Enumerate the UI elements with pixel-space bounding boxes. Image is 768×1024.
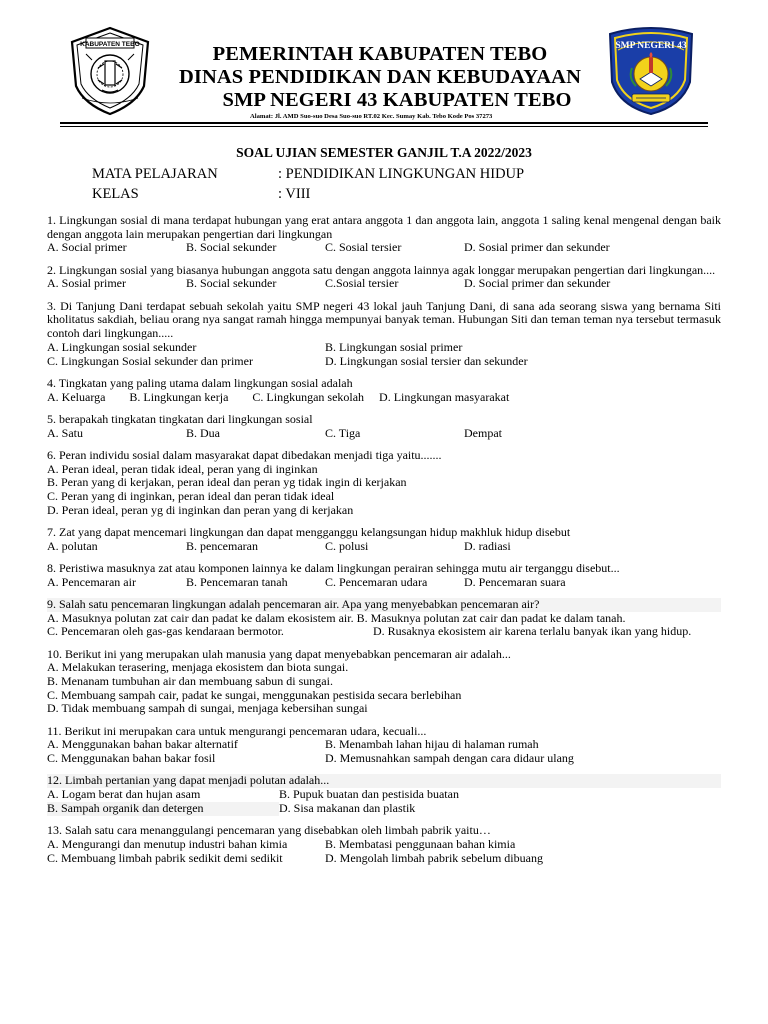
- option-c: C. Tiga: [325, 425, 361, 440]
- option-c: C. Pencemaran oleh gas-gas kendaraan bermotor.: [47, 624, 284, 639]
- option-a: A. Lingkungan sosial sekunder: [47, 339, 197, 354]
- option-b: B. Peran yang di kerjakan, peran ideal dan peran yg tidak ingin di kerjakan: [47, 475, 407, 490]
- question-9: [47, 598, 721, 639]
- option-a: A. Peran ideal, peran tidak ideal, peran yang di inginkan: [47, 461, 318, 476]
- option-c: C. Peran yang di inginkan, peran ideal dan peran tidak ideal: [47, 488, 335, 503]
- smp-negeri-43-logo: [606, 24, 696, 116]
- option-d: D. Pencemaran suara: [464, 574, 566, 589]
- answer-options: [47, 241, 721, 255]
- kabupaten-tebo-logo: [64, 24, 156, 116]
- answer-options: [47, 427, 721, 441]
- svg-text:SMP NEGERI 43: SMP NEGERI 43: [615, 41, 687, 51]
- question-stem: 10. Berikut ini yang merupakan ulah manusia yang dapat menyebabkan pencemaran air adalah...: [47, 646, 511, 661]
- answer-options: [47, 788, 721, 815]
- option-d: D. Rusaknya ekosistem air karena terlalu banyak ikan yang hidup.: [373, 624, 692, 639]
- question-11: [47, 725, 721, 766]
- option-c: C. Lingkungan Sosial sekunder dan primer: [47, 353, 253, 368]
- question-4: [47, 377, 721, 404]
- option-d: D. Memusnahkan sampah dengan cara didaur ulang: [325, 751, 574, 766]
- option-b: B. Membatasi penggunaan bahan kimia: [325, 836, 516, 851]
- answer-options: [47, 738, 721, 765]
- answer-options: [47, 576, 721, 590]
- options-a-b: A. Masuknya polutan zat cair dan padat ke dalam ekosistem air. B. Masuknya polutan zat cair dan padat ke dalam tanah.: [47, 610, 626, 625]
- option-b: B. Dua: [186, 425, 220, 440]
- question-list: [47, 214, 721, 874]
- option-b: B. Menanam tumbuhan air dan membuang sabun di sungai.: [47, 674, 333, 689]
- option-c: C. Membuang sampah cair, padat ke sungai, menggunakan pestisida secara berlebihan: [47, 687, 462, 702]
- letterhead-rule-thin: [60, 126, 708, 127]
- option-c: C. Membuang limbah pabrik sedikit demi sedikit: [47, 850, 283, 865]
- subject-row: [92, 166, 524, 183]
- question-stem: 11. Berikut ini merupakan cara untuk mengurangi pencemaran udara, kecuali...: [47, 723, 427, 738]
- option-d: D. Sisa makanan dan plastik: [279, 800, 416, 815]
- option-b: B. Pupuk buatan dan pestisida buatan: [279, 787, 459, 802]
- question-1: [47, 214, 721, 255]
- question-stem: 4. Tingkatan yang paling utama dalam lingkungan sosial adalah: [47, 375, 353, 390]
- option-c: C. polusi: [325, 538, 369, 553]
- option-b: B. Menambah lahan hijau di halaman rumah: [325, 737, 539, 752]
- letterhead-school-name: SMP NEGERI 43 KABUPATEN TEBO: [222, 89, 572, 111]
- option-c: C.Sosial tersier: [325, 276, 399, 291]
- letterhead: [160, 43, 600, 121]
- option-c: C. Menggunakan bahan bakar fosil: [47, 751, 216, 766]
- option-c: B. Sampah organik dan detergen: [47, 802, 279, 816]
- option-b: B. Social sekunder: [186, 240, 277, 255]
- question-stem: 1. Lingkungan sosial di mana terdapat hubungan yang erat antara anggota 1 dan anggota lain, anggota 1 saling kenal mengenal dengan baik dengan anggota lain merupakan pengertian dari lingkungan: [47, 213, 721, 241]
- option-a: A. Pencemaran air: [47, 574, 136, 589]
- class-row: [92, 186, 310, 203]
- question-3: [47, 300, 721, 369]
- question-stem: 5. berapakah tingkatan tingkatan dari lingkungan sosial: [47, 411, 313, 426]
- option-a: A. Logam berat dan hujan asam: [47, 787, 201, 802]
- letterhead-department-name: DINAS PENDIDIKAN DAN KEBUDAYAAN: [179, 66, 581, 88]
- question-stem: 3. Di Tanjung Dani terdapat sebuah sekolah yaitu SMP negeri 43 lokal jauh Tanjung Dani, di sana ada seorang siswa yang bernama Siti kholitatus sakdiah, beliau orang nya sangat ramah hingga mempunyai banyak teman. Hubungan Siti dan teman teman nya tersebut termasuk contoh dari lingkungan.....: [47, 298, 721, 341]
- question-6: [47, 449, 721, 518]
- option-a: A. Sosial primer: [47, 276, 126, 291]
- class-value: : VIII: [278, 186, 311, 202]
- question-stem: 7. Zat yang dapat mencemari lingkungan dan dapat mengganggu kelangsungan hidup makhluk hidup disebut: [47, 524, 571, 539]
- option-b: B. pencemaran: [186, 538, 258, 553]
- question-stem: 9. Salah satu pencemaran lingkungan adalah pencemaran air. Apa yang menyebabkan pencemaran air?: [47, 598, 721, 612]
- answer-options: [47, 838, 721, 865]
- question-stem: 12. Limbah pertanian yang dapat menjadi polutan adalah...: [47, 774, 721, 788]
- option-d: D. Tidak membuang sampah di sungai, menjaga kebersihan sungai: [47, 701, 368, 716]
- subject-value: : PENDIDIKAN LINGKUNGAN HIDUP: [278, 166, 525, 182]
- answer-options: [47, 540, 721, 554]
- question-stem: 8. Peristiwa masuknya zat atau komponen lainnya ke dalam lingkungan perairan sehingga mutu air terganggu disebut...: [47, 560, 620, 575]
- option-b: B. Pencemaran tanah: [186, 574, 288, 589]
- letterhead-address: Alamat: Jl. AMD Suo-suo Desa Suo-suo RT.02 Kec. Sumay Kab. Tebo Kode Pos 37273: [250, 113, 493, 120]
- answer-options: [47, 277, 721, 291]
- option-d: D. Mengolah limbah pabrik sebelum dibuang: [325, 850, 543, 865]
- question-7: [47, 526, 721, 553]
- question-13: [47, 824, 721, 865]
- subject-label: MATA PELAJARAN: [92, 166, 218, 182]
- letterhead-rule-thick: [60, 122, 708, 124]
- option-b: B. Social sekunder: [186, 276, 277, 291]
- option-a: A. Mengurangi dan menutup industri bahan kimia: [47, 836, 288, 851]
- letterhead-government-name: PEMERINTAH KABUPATEN TEBO: [212, 43, 548, 65]
- option-d: D. radiasi: [464, 538, 511, 553]
- question-8: [47, 562, 721, 589]
- class-label: KELAS: [92, 186, 139, 202]
- option-d: D. Peran ideal, peran yg di inginkan dan peran yang di kerjakan: [47, 502, 354, 517]
- question-10: [47, 648, 721, 717]
- answer-options: A. Keluarga B. Lingkungan kerja C. Lingkungan sekolah D. Lingkungan masyarakat: [47, 389, 510, 404]
- question-stem: 6. Peran individu sosial dalam masyarakat dapat dibedakan menjadi tiga yaitu.......: [47, 447, 442, 462]
- option-a: A. Menggunakan bahan bakar alternatif: [47, 737, 238, 752]
- exam-title: SOAL UJIAN SEMESTER GANJIL T.A 2022/2023: [236, 145, 532, 160]
- option-d: D. Lingkungan sosial tersier dan sekunder: [325, 353, 528, 368]
- svg-text:KABUPATEN TEBO: KABUPATEN TEBO: [80, 41, 140, 48]
- option-c: C. Sosial tersier: [325, 240, 402, 255]
- question-stem: 13. Salah satu cara menanggulangi pencemaran yang disebabkan oleh limbah pabrik yaitu…: [47, 823, 491, 838]
- option-a: A. Social primer: [47, 240, 127, 255]
- option-a: A. polutan: [47, 538, 98, 553]
- question-12: [47, 774, 721, 815]
- options-c-d: [47, 625, 721, 639]
- option-d: D. Social primer dan sekunder: [464, 276, 611, 291]
- question-stem: 2. Lingkungan sosial yang biasanya hubungan anggota satu dengan anggota lainnya agak longgar merupakan pengertian dari lingkungan....: [47, 262, 716, 277]
- option-a: A. Satu: [47, 425, 83, 440]
- option-b: B. Lingkungan sosial primer: [325, 339, 463, 354]
- option-c: C. Pencemaran udara: [325, 574, 428, 589]
- answer-options: [47, 341, 721, 368]
- option-a: A. Melakukan terasering, menjaga ekosistem dan biota sungai.: [47, 660, 349, 675]
- question-2: [47, 264, 721, 291]
- option-d: Dempat: [464, 425, 502, 440]
- question-5: [47, 413, 721, 440]
- option-d: D. Sosial primer dan sekunder: [464, 240, 610, 255]
